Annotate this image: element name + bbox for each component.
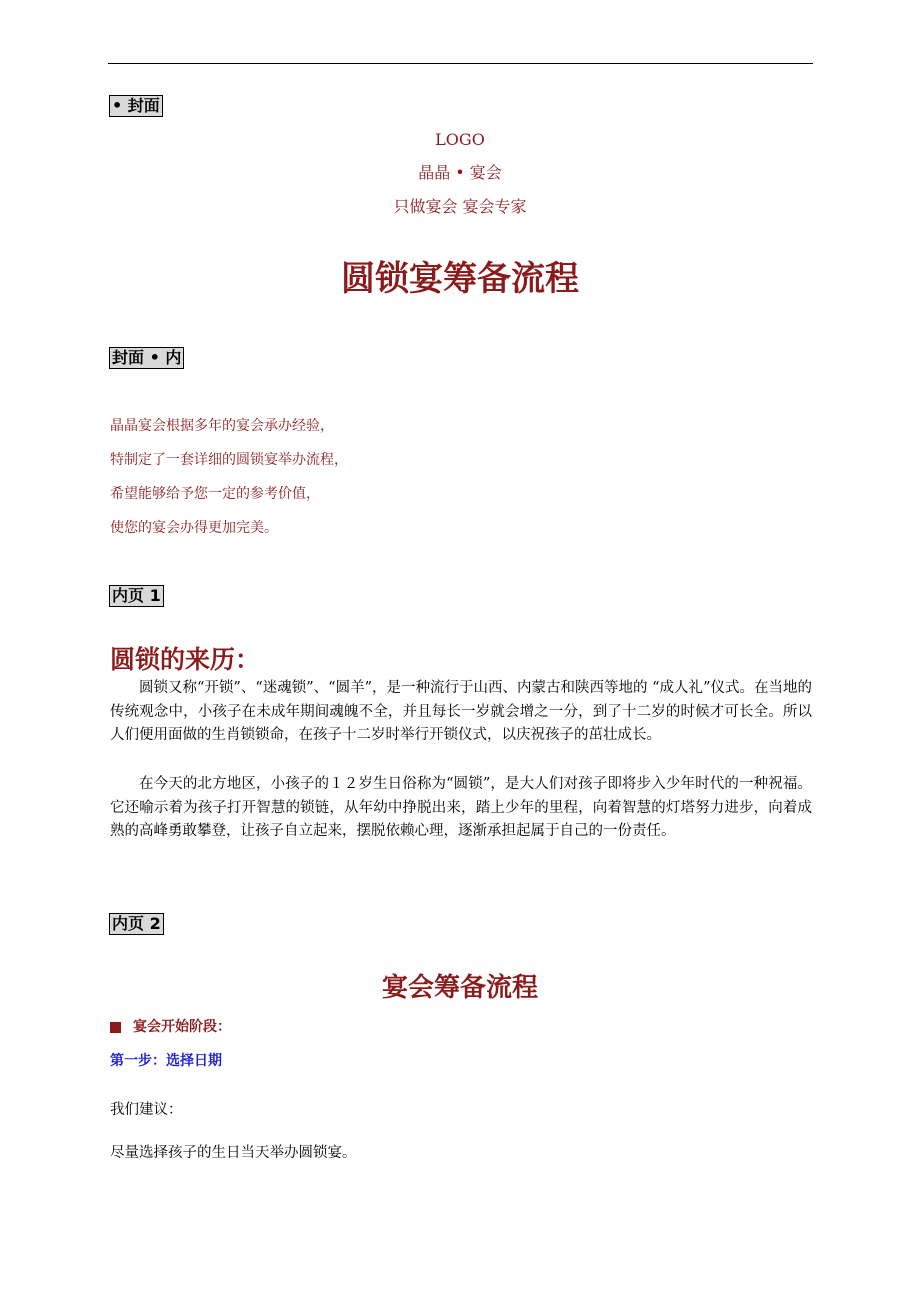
intro-line: 使您的宴会办得更加完美。 bbox=[110, 520, 278, 536]
suggest-text: 尽量选择孩子的生日当天举办圆锁宴。 bbox=[110, 1145, 357, 1161]
process-title: 宴会筹备流程 bbox=[381, 973, 538, 1003]
slogan: 只做宴会 宴会专家 bbox=[393, 197, 527, 216]
cover-inner-tag: 封面 • 内 bbox=[109, 347, 184, 369]
origin-paragraph: 圆锁又称“开锁”、“迷魂锁”、“圆羊”，是一种流行于山西、内蒙古和陕西等地的 “成人礼”仪式。在当地的传统观念中，小孩子在未成年期间魂魄不全，并且每长一岁就会增之一分，到了十二岁的时候才可长全。所以人们便用面做的生肖锁锁命，在孩子十二岁时举行开锁仪式，以庆祝孩子的茁壮成长。 bbox=[110, 680, 812, 743]
origin-heading: 圆锁的来历： bbox=[110, 645, 261, 674]
cover-tag: • 封面 bbox=[109, 95, 163, 117]
brand-name: 晶晶 • 宴会 bbox=[418, 163, 502, 182]
stage-label: 宴会开始阶段： bbox=[133, 1019, 231, 1035]
origin-paragraph: 在今天的北方地区，小孩子的１２岁生日俗称为“圆锁”，是大人们对孩子即将步入少年时代的一种祝福。它还喻示着为孩子打开智慧的锁链，从年幼中挣脱出来，踏上少年的里程，向着智慧的灯塔努力进步，向着成熟的高峰勇敢攀登，让孩子自立起来，摆脱依赖心理，逐渐承担起属于自己的一份责任。 bbox=[110, 776, 812, 839]
intro-line: 希望能够给予您一定的参考价值， bbox=[110, 486, 320, 502]
intro-line: 晶晶宴会根据多年的宴会承办经验， bbox=[110, 418, 334, 434]
square-bullet-icon bbox=[110, 1022, 121, 1033]
main-title: 圆锁宴筹备流程 bbox=[341, 259, 579, 299]
logo-text: LOGO bbox=[435, 130, 485, 149]
page1-tag: 内页 1 bbox=[109, 585, 164, 607]
header-rule bbox=[108, 63, 813, 64]
stage-heading bbox=[110, 1017, 231, 1037]
suggest-label: 我们建议： bbox=[110, 1102, 183, 1118]
step-heading: 第一步：选择日期 bbox=[110, 1053, 222, 1069]
intro-line: 特制定了一套详细的圆锁宴举办流程， bbox=[110, 452, 348, 468]
page2-tag: 内页 2 bbox=[109, 913, 164, 935]
